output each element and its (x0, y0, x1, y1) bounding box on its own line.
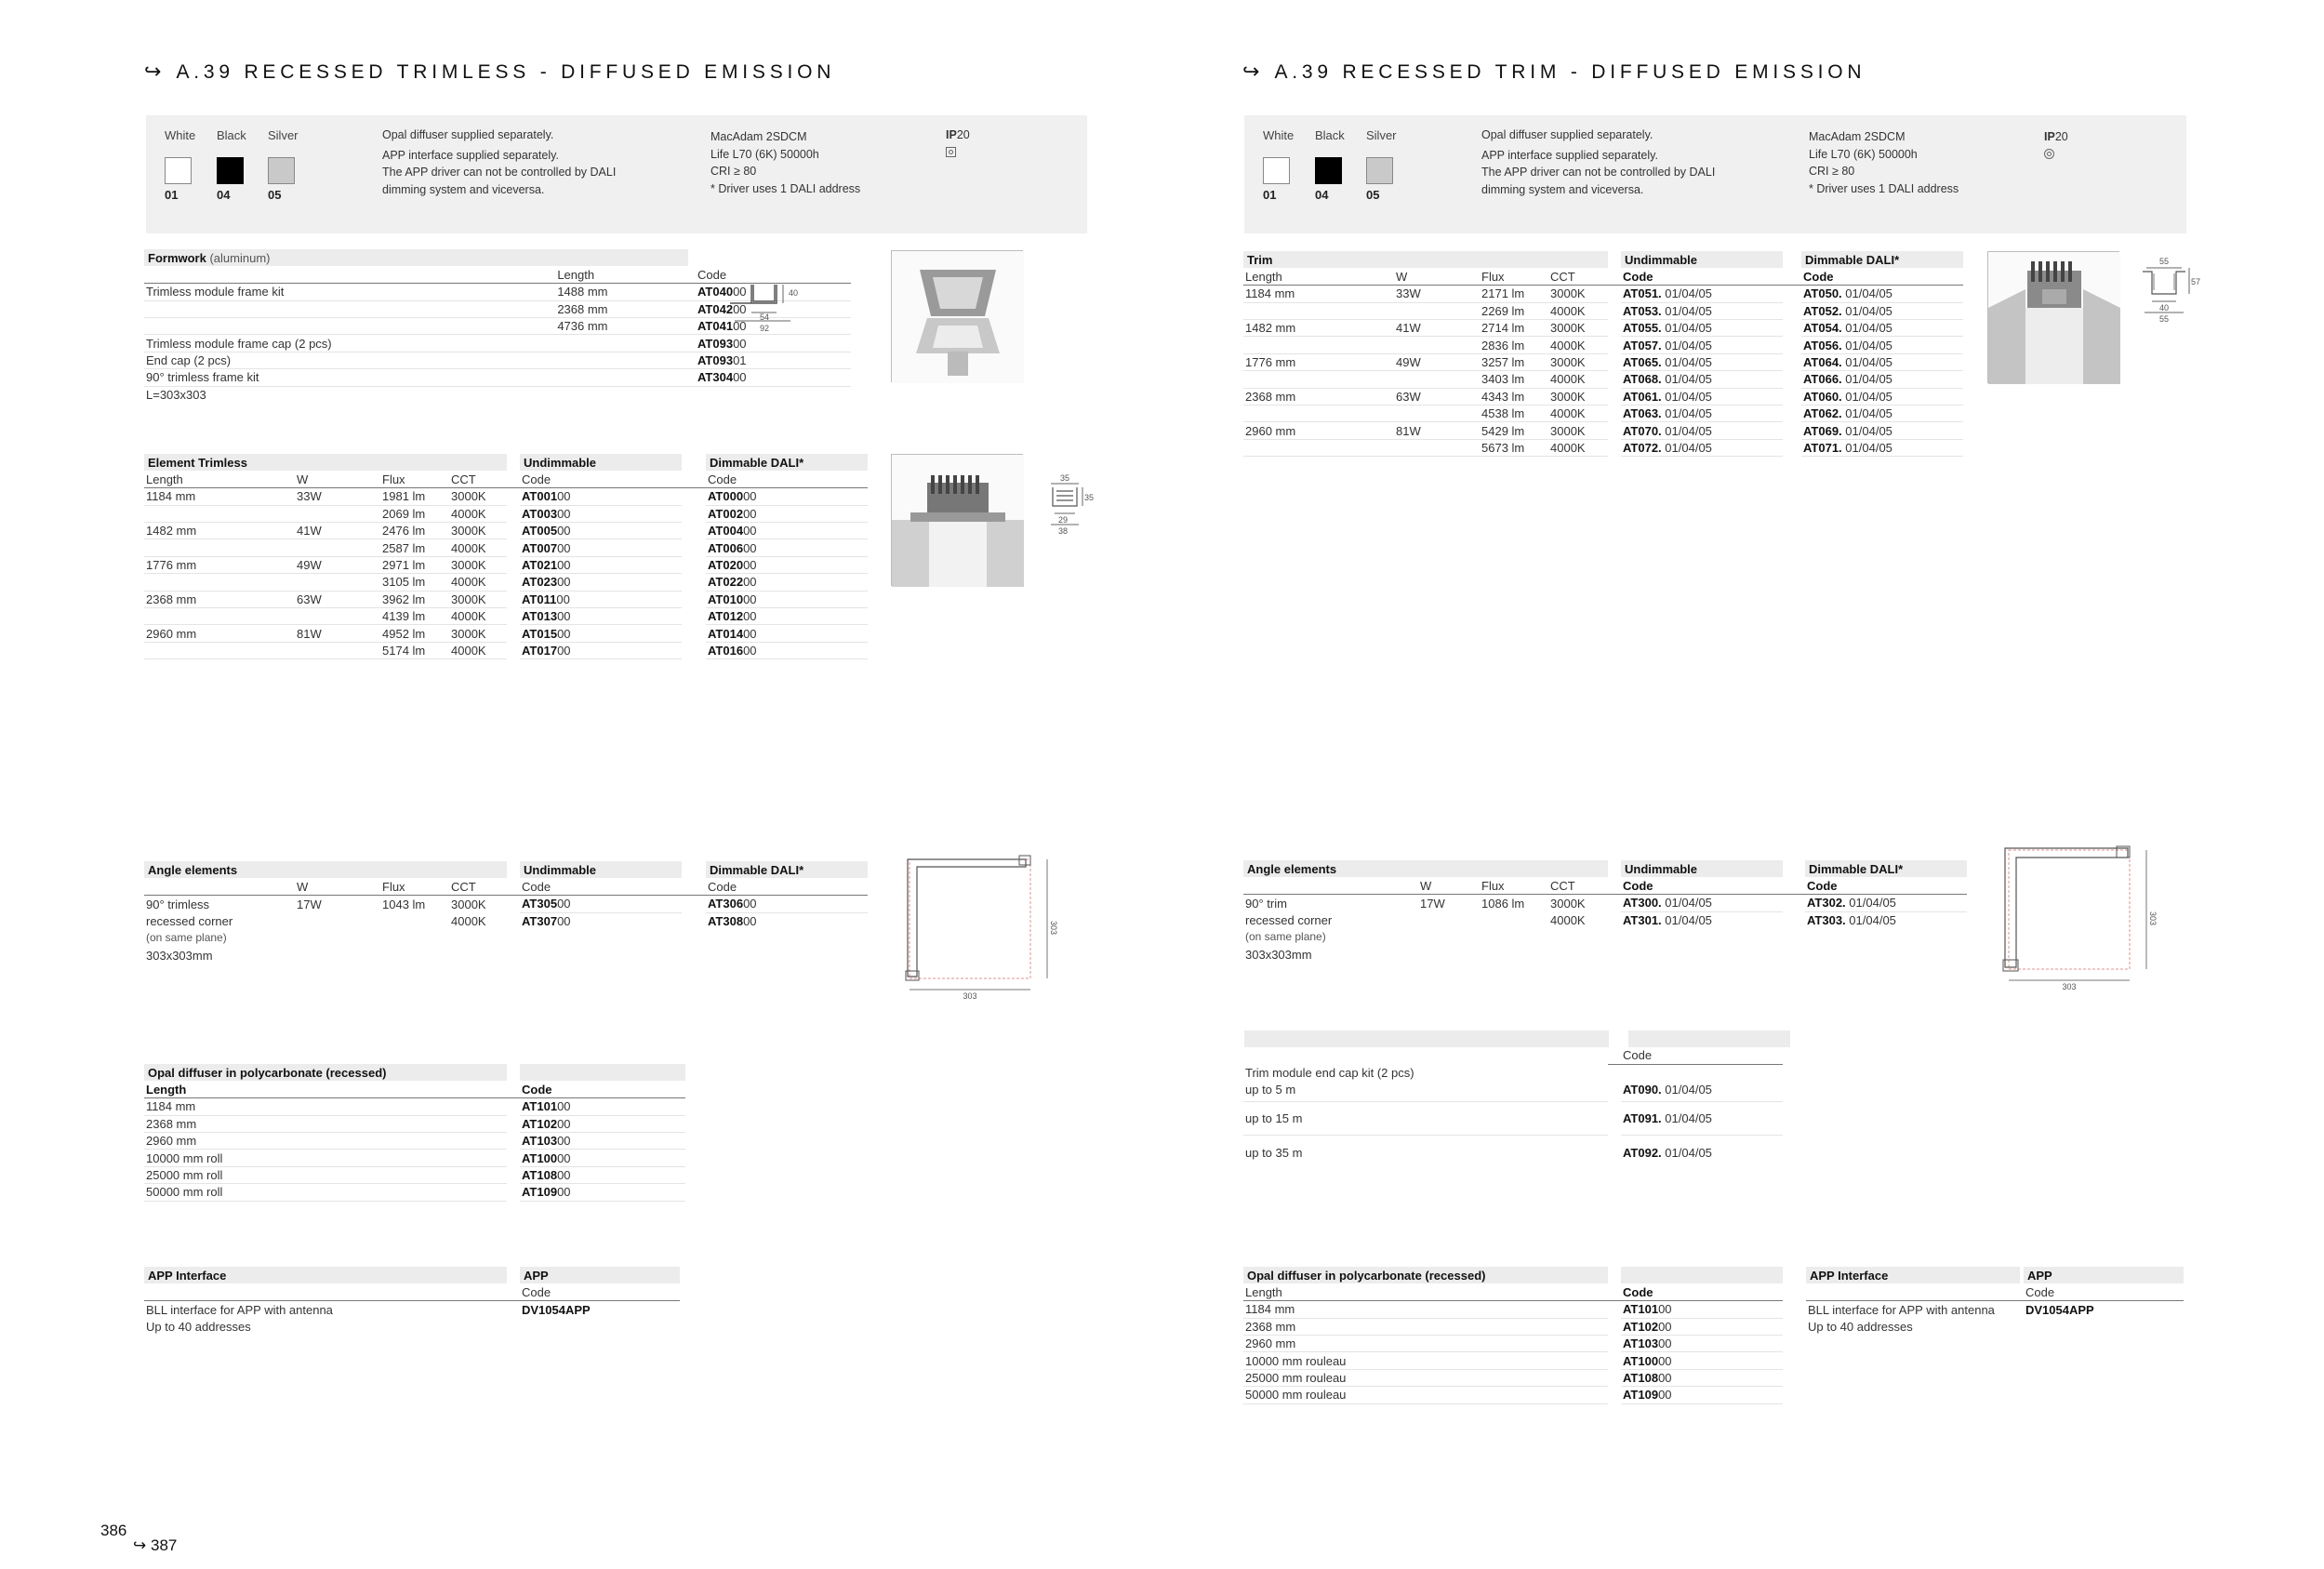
svg-text:35: 35 (1084, 493, 1095, 502)
opal-diffuser-table-right: Opal diffuser in polycarbonate (recessed) Length Code 1184 mm AT10100 2368 mm AT10200 2960 mm AT10300 10000 mm rouleau AT10000 25000 mm rouleau AT10800 50000 mm rouleau AT10900 (1243, 1267, 1783, 1404)
page-number-right-ref: ↪ 387 (133, 1536, 178, 1554)
svg-text:57: 57 (2191, 277, 2201, 286)
arrow-icon: ↪ (133, 1536, 147, 1554)
info-box-left (146, 115, 1087, 233)
page-number-left: 386 (100, 1522, 127, 1539)
svg-text:38: 38 (1058, 526, 1069, 536)
svg-text:29: 29 (1058, 515, 1069, 525)
svg-text:40: 40 (2159, 303, 2170, 312)
svg-text:92: 92 (759, 324, 770, 333)
info-notes: Opal diffuser supplied separately. APP interface supplied separately. The APP driver can not be controlled by DALI dimming system and viceversa. (1481, 128, 1716, 196)
page-title-right: ↪ A.39 RECESSED TRIM - DIFFUSED EMISSION (1242, 60, 1866, 83)
arrow-icon: ↪ (144, 60, 162, 83)
finish-black: Black 04 (217, 128, 246, 202)
info-notes: Opal diffuser supplied separately. APP interface supplied separately. The APP driver can not be controlled by DALI dimming system and viceversa. (382, 128, 617, 196)
svg-text:54: 54 (759, 312, 770, 322)
element-trimless-profile-drawing (1042, 471, 1097, 538)
svg-text:303: 303 (963, 991, 977, 1001)
ip-icon (2044, 149, 2054, 159)
info-specs: MacAdam 2SDCM Life L70 (6K) 50000h CRI ≥ 80 * Driver uses 1 DALI address (710, 130, 861, 195)
svg-text:55: 55 (2159, 257, 2170, 266)
page-title-left: ↪ A.39 RECESSED TRIMLESS - DIFFUSED EMISSION (144, 60, 836, 83)
ip-icon (946, 147, 956, 157)
formwork-profile-drawing (725, 277, 818, 338)
opal-diffuser-table-left: Opal diffuser in polycarbonate (recessed) Length Code 1184 mm AT10100 2368 mm AT10200 2960 mm AT10300 10000 mm roll AT10000 25000 mm roll AT10800 50000 mm roll AT10900 (144, 1064, 685, 1202)
app-interface-table-left: APP Interface APP Code BLL interface for APP with antenna DV1054APP Up to 40 addresses (144, 1267, 680, 1336)
endcap-code-header-bar (1628, 1030, 1790, 1047)
angle-elements-table-left: Angle elements Undimmable Dimmable DALI* W Flux CCT Code Code 90° trimless 17W 1043 lm 3000K AT30500 AT30600 recessed corner 4000K AT30700 AT30800 (on same plane) 303x303mm (144, 861, 868, 964)
endcap-header-bar (1244, 1030, 1609, 1047)
element-trimless-photo (891, 454, 1023, 586)
finish-black: Black 04 (1315, 128, 1345, 202)
svg-text:303: 303 (2148, 911, 2158, 926)
angle-drawing-left (900, 854, 1063, 1003)
info-specs: MacAdam 2SDCM Life L70 (6K) 50000h CRI ≥ 80 * Driver uses 1 DALI address (1809, 130, 1959, 195)
endcap-table: Code Trim module end cap kit (2 pcs) up to 5 m AT090. 01/04/05 up to 15 m AT091. 01/04/05 up to 35 m AT092. 01/04/05 (1243, 1047, 1783, 1169)
svg-text:55: 55 (2159, 314, 2170, 324)
finish-silver: Silver 05 (1366, 128, 1397, 202)
finish-silver: Silver 05 (268, 128, 299, 202)
finish-white: White 01 (1263, 128, 1295, 202)
svg-text:40: 40 (789, 288, 799, 298)
info-box-right (1244, 115, 2186, 233)
svg-text:303: 303 (2062, 982, 2077, 991)
trim-table: Trim Undimmable Dimmable DALI* Length W Flux CCT Code Code 1184 mm 33W 2171 lm 3000K AT051. 01/04/05 AT050. 01/04/05 2269 lm 4000K AT053. 01/04/05 AT052. 01/04/05 1482 mm 41W 2714 lm 3000K AT055. 01/04/05 AT054. 01/04/05 2836 lm 4000K AT057. 01/04/05 AT056. 01/04/05 1776 mm 49W 3257 lm 3000K AT065. 01/04/05 AT064. 01/04/05 3403 lm 4000K AT068. 01/04/05 AT066. 01/04/05 2368 mm 63W 4343 lm 3000K AT061. 01/04/05 AT060. 01/04/05 4538 lm 4000K AT063. 01/04/05 AT062. 01/04/05 2960 mm 81W 5429 lm 3000K AT070. 01/04/05 AT069. 01/04/05 5673 lm 4000K AT072. 01/04/05 AT071. 01/04/05 (1243, 251, 1963, 457)
element-trimless-table: Element Trimless Undimmable Dimmable DALI* Length W Flux CCT Code Code 1184 mm 33W 1981 lm 3000K AT00100 AT00000 2069 lm 4000K AT00300 AT00200 1482 mm 41W 2476 lm 3000K AT00500 AT00400 2587 lm 4000K AT00700 AT00600 1776 mm 49W 2971 lm 3000K AT02100 AT02000 3105 lm 4000K AT02300 AT02200 2368 mm 63W 3962 lm 3000K AT01100 AT01000 4139 lm 4000K AT01300 AT01200 2960 mm 81W 4952 lm 3000K AT01500 AT01400 5174 lm 4000K AT01700 AT01600 (144, 454, 868, 659)
angle-drawing-right (1999, 844, 2162, 993)
app-interface-table-right: APP Interface APP Code BLL interface for APP with antenna DV1054APP Up to 40 addresses (1806, 1267, 2184, 1336)
svg-text:35: 35 (1060, 473, 1070, 483)
ip-rating: IP20 (2044, 130, 2068, 159)
formwork-photo (891, 250, 1023, 382)
arrow-icon: ↪ (1242, 60, 1260, 83)
trim-profile-drawing (2133, 255, 2201, 329)
ip-rating: IP20 (946, 128, 970, 157)
finish-white: White 01 (165, 128, 196, 202)
formwork-table: Formwork (aluminum) Length Code Trimless module frame kit 1488 mm AT04000 2368 mm AT04200 4736 mm AT04100 Trimless module frame cap (2 pcs) AT09300 End cap (2 pcs) AT09301 90° trimless frame kit AT30400 L=303x303 (144, 249, 851, 404)
svg-text:303: 303 (1049, 921, 1058, 936)
trim-photo (1987, 251, 2119, 383)
angle-elements-table-right: Angle elements Undimmable Dimmable DALI* W Flux CCT Code Code 90° trim 17W 1086 lm 3000K AT300. 01/04/05 AT302. 01/04/05 recessed corner 4000K AT301. 01/04/05 AT303. 01/04/05 (on same plane) 303x303mm (1243, 860, 1967, 963)
